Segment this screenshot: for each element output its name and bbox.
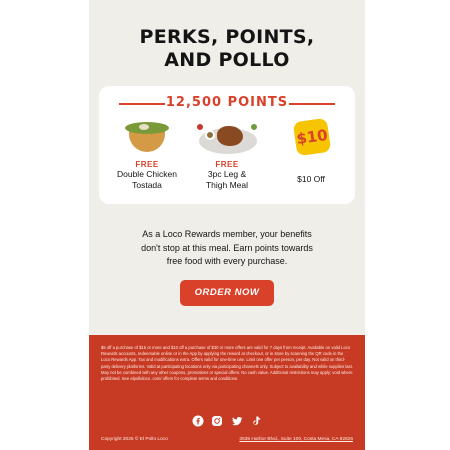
headline-line-1: PERKS, POINTS, [139,26,315,48]
reward-ten-off[interactable] [271,116,351,185]
reward-name [107,169,187,191]
reward-name: $10 Off [297,174,325,184]
twitter-icon[interactable] [231,415,243,427]
ten-dollar-badge-art [271,116,351,156]
facebook-icon[interactable] [192,415,204,427]
points-total: 12,500 POINTS [165,95,289,110]
reward-name-line-1: 3pc Leg & [207,169,247,179]
body-line-1: As a Loco Rewards member, your benefits [142,229,312,239]
headline-line-2: AND POLLO [164,49,290,71]
tostada-toppings [125,122,169,134]
address-link[interactable]: 3535 Harbor Blvd., Suite 100, Costa Mesa, CA 92626 [239,437,353,442]
ten-dollar-badge [293,118,331,156]
beans-cup [205,130,215,140]
salsa-cup [195,122,205,132]
email-body [89,0,365,450]
chicken [217,126,243,146]
reward-name-line-1: Double Chicken [116,169,177,179]
body-line-3: free food with every purchase. [166,256,288,266]
badge-label: $10 [295,125,329,149]
tostada-image [107,116,187,156]
footer [89,335,365,450]
reward-name [187,169,267,191]
order-now-button[interactable]: ORDER NOW [180,280,274,306]
reward-name-line-2: Tostada [132,180,162,190]
points-banner [99,95,355,111]
points-divider-right [289,103,335,105]
reward-tag: FREE [135,160,159,169]
instagram-icon[interactable] [211,415,223,427]
tiktok-icon[interactable] [250,415,262,427]
reward-name-line-2: Thigh Meal [205,180,249,190]
headline [89,26,365,72]
body-copy [119,228,335,269]
copyright: Copyright 2025 © El Pollo Loco [101,437,168,442]
legal-disclaimer: $5 off a purchase of $15 or more and $10 off a purchase of $30 or more offers are valid for 7 days from receipt. Available on valid Loco Rewards accounts, redeemable online or in the App by applying the reward at checkout, or in store by scanning the QR code in the Loco Rewards App. Tax and modifications extra. Offers valid for one-time use. Limit one offer per person, per day. Not valid on third-party delivery platforms. Valid at participating locations only via participating channels only. Subject to availability and while supplies last. May not be combined with any other coupons, promotions or special offers. No cash value. Additional restrictions may apply; void where prohibited. See elpolloloco .com/ offers for complete terms and conditions. [101,345,353,382]
reward-chicken-meal[interactable] [187,116,267,191]
reward-tostada[interactable] [107,116,187,191]
social-links [192,415,262,429]
chicken-meal-image [187,116,267,156]
guacamole-cup [249,122,259,132]
body-line-2: don't stop at this meal. Earn points towards [141,242,313,253]
rewards-card [99,86,355,204]
reward-tag: FREE [215,160,239,169]
